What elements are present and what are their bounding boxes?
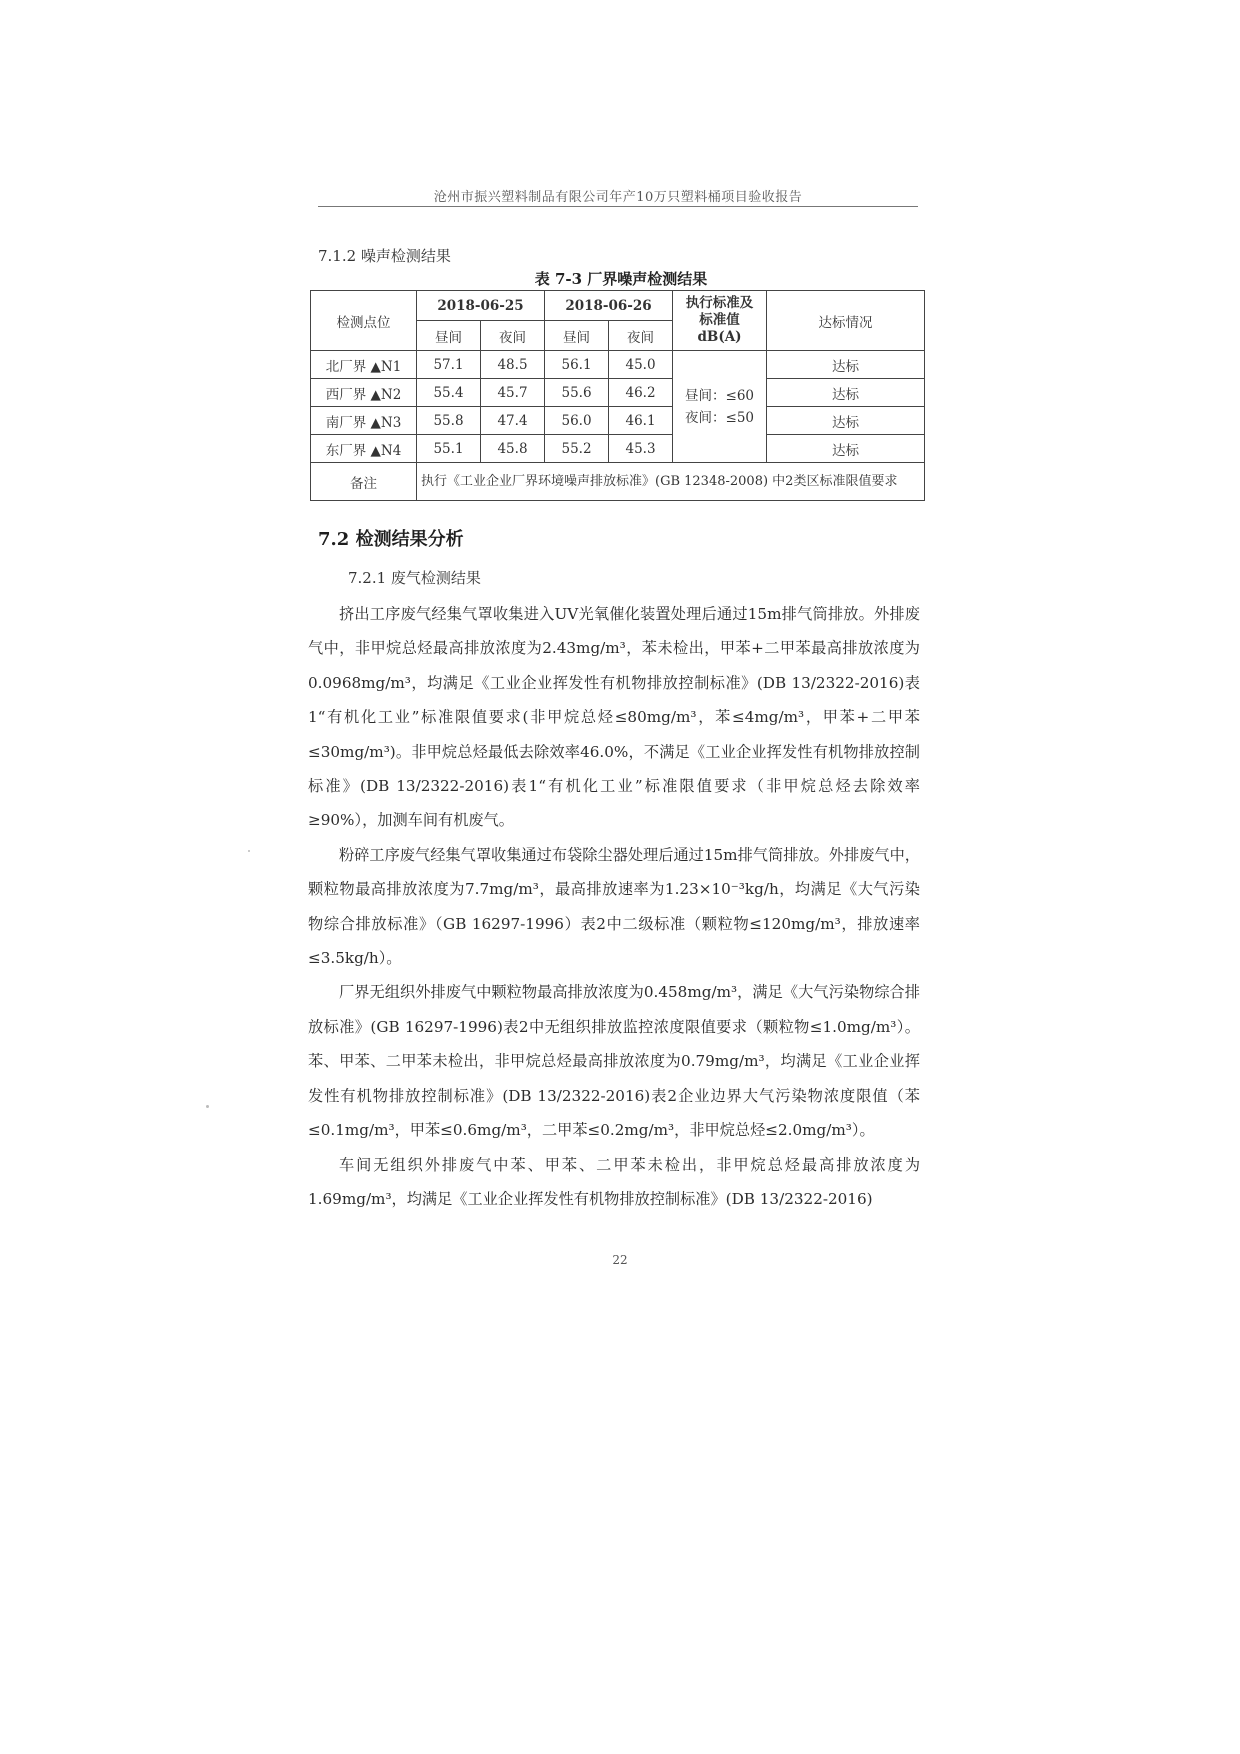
- cell-d2-day: 55.6: [545, 379, 609, 407]
- cell-point: 北厂界 ▲N1: [311, 351, 417, 379]
- table-row: [311, 407, 925, 435]
- table-caption: 表 7-3 厂界噪声检测结果: [534, 270, 708, 288]
- header-d2-night: 夜间: [609, 321, 673, 351]
- header-standard: 执行标准及标准值dB(A): [673, 291, 767, 351]
- scan-speck: [248, 850, 250, 852]
- table-row: [311, 351, 925, 379]
- section-7-1-2-heading: 7.1.2 噪声检测结果: [318, 247, 451, 265]
- cell-d2-day: 56.0: [545, 407, 609, 435]
- cell-status: 达标: [767, 435, 925, 463]
- section-7-2-heading: 7.2 检测结果分析: [318, 529, 464, 550]
- cell-d1-day: 55.8: [417, 407, 481, 435]
- paragraph: 厂界无组织外排废气中颗粒物最高排放浓度为0.458mg/m³，满足《大气污染物综合排放标准》(GB 16297-1996)表2中无组织排放监控浓度限值要求（颗粒物≤1.0mg/m³）。苯、甲苯、二甲苯未检出，非甲烷总烃最高排放浓度为0.79mg/m³，均满足《工业企业挥发性有机物排放控制标准》(DB 13/2322-2016)表2企业边界大气污染物浓度限值（苯≤0.1mg/m³，甲苯≤0.6mg/m³，二甲苯≤0.2mg/m³，非甲烷总烃≤2.0mg/m³）。: [308, 983, 920, 1140]
- noise-results-table: [310, 290, 925, 501]
- note-text: 执行《工业企业厂界环境噪声排放标准》(GB 12348-2008) 中2类区标准限值要求: [417, 463, 925, 501]
- body-text: [308, 597, 920, 1216]
- cell-d2-night: 45.0: [609, 351, 673, 379]
- cell-point: 西厂界 ▲N2: [311, 379, 417, 407]
- header-rule: [318, 206, 918, 207]
- cell-d1-day: 55.1: [417, 435, 481, 463]
- running-header: 沧州市振兴塑料制品有限公司年产10万只塑料桶项目验收报告: [433, 190, 803, 205]
- cell-status: 达标: [767, 407, 925, 435]
- cell-d1-night: 45.7: [481, 379, 545, 407]
- cell-d1-day: 55.4: [417, 379, 481, 407]
- cell-point: 东厂界 ▲N4: [311, 435, 417, 463]
- page-number: 22: [612, 1253, 628, 1267]
- header-d1-day: 昼间: [417, 321, 481, 351]
- cell-d1-night: 47.4: [481, 407, 545, 435]
- header-date-2: 2018-06-26: [545, 291, 673, 321]
- note-label: 备注: [311, 463, 417, 501]
- section-7-2-1-heading: 7.2.1 废气检测结果: [348, 569, 481, 587]
- scan-speck: [206, 1105, 209, 1108]
- cell-standard: [673, 351, 767, 463]
- cell-d2-day: 56.1: [545, 351, 609, 379]
- header-point: 检测点位: [311, 291, 417, 351]
- header-d2-day: 昼间: [545, 321, 609, 351]
- cell-d1-night: 45.8: [481, 435, 545, 463]
- table-row: [311, 379, 925, 407]
- cell-d2-night: 46.2: [609, 379, 673, 407]
- cell-d2-night: 46.1: [609, 407, 673, 435]
- standard-day: 昼间：≤60: [685, 387, 755, 404]
- cell-d1-night: 48.5: [481, 351, 545, 379]
- header-d1-night: 夜间: [481, 321, 545, 351]
- cell-d2-night: 45.3: [609, 435, 673, 463]
- paragraph: 车间无组织外排废气中苯、甲苯、二甲苯未检出，非甲烷总烃最高排放浓度为1.69mg/m³，均满足《工业企业挥发性有机物排放控制标准》(DB 13/2322-2016): [308, 1155, 920, 1208]
- cell-d2-day: 55.2: [545, 435, 609, 463]
- table-row: [311, 435, 925, 463]
- header-date-1: 2018-06-25: [417, 291, 545, 321]
- paragraph: 挤出工序废气经集气罩收集进入UV光氧催化装置处理后通过15m排气筒排放。外排废气中，非甲烷总烃最高排放浓度为2.43mg/m³，苯未检出，甲苯+二甲苯最高排放浓度为0.0968mg/m³，均满足《工业企业挥发性有机物排放控制标准》(DB 13/2322-2016)表1“有机化工业”标准限值要求(非甲烷总烃≤80mg/m³，苯≤4mg/m³，甲苯+二甲苯≤30mg/m³)。非甲烷总烃最低去除效率46.0%，不满足《工业企业挥发性有机物排放控制标准》(DB 13/2322-2016)表1“有机化工业”标准限值要求（非甲烷总烃去除效率≥90%），加测车间有机废气。: [308, 605, 920, 830]
- cell-status: 达标: [767, 351, 925, 379]
- cell-d1-day: 57.1: [417, 351, 481, 379]
- table-note-row: [311, 463, 925, 501]
- paragraph: 粉碎工序废气经集气罩收集通过布袋除尘器处理后通过15m排气筒排放。外排废气中，颗粒物最高排放浓度为7.7mg/m³，最高排放速率为1.23×10⁻³kg/h，均满足《大气污染物综合排放标准》（GB 16297-1996）表2中二级标准（颗粒物≤120mg/m³，排放速率≤3.5kg/h）。: [308, 845, 920, 968]
- header-status: 达标情况: [767, 291, 925, 351]
- cell-point: 南厂界 ▲N3: [311, 407, 417, 435]
- standard-night: 夜间：≤50: [685, 409, 755, 426]
- cell-status: 达标: [767, 379, 925, 407]
